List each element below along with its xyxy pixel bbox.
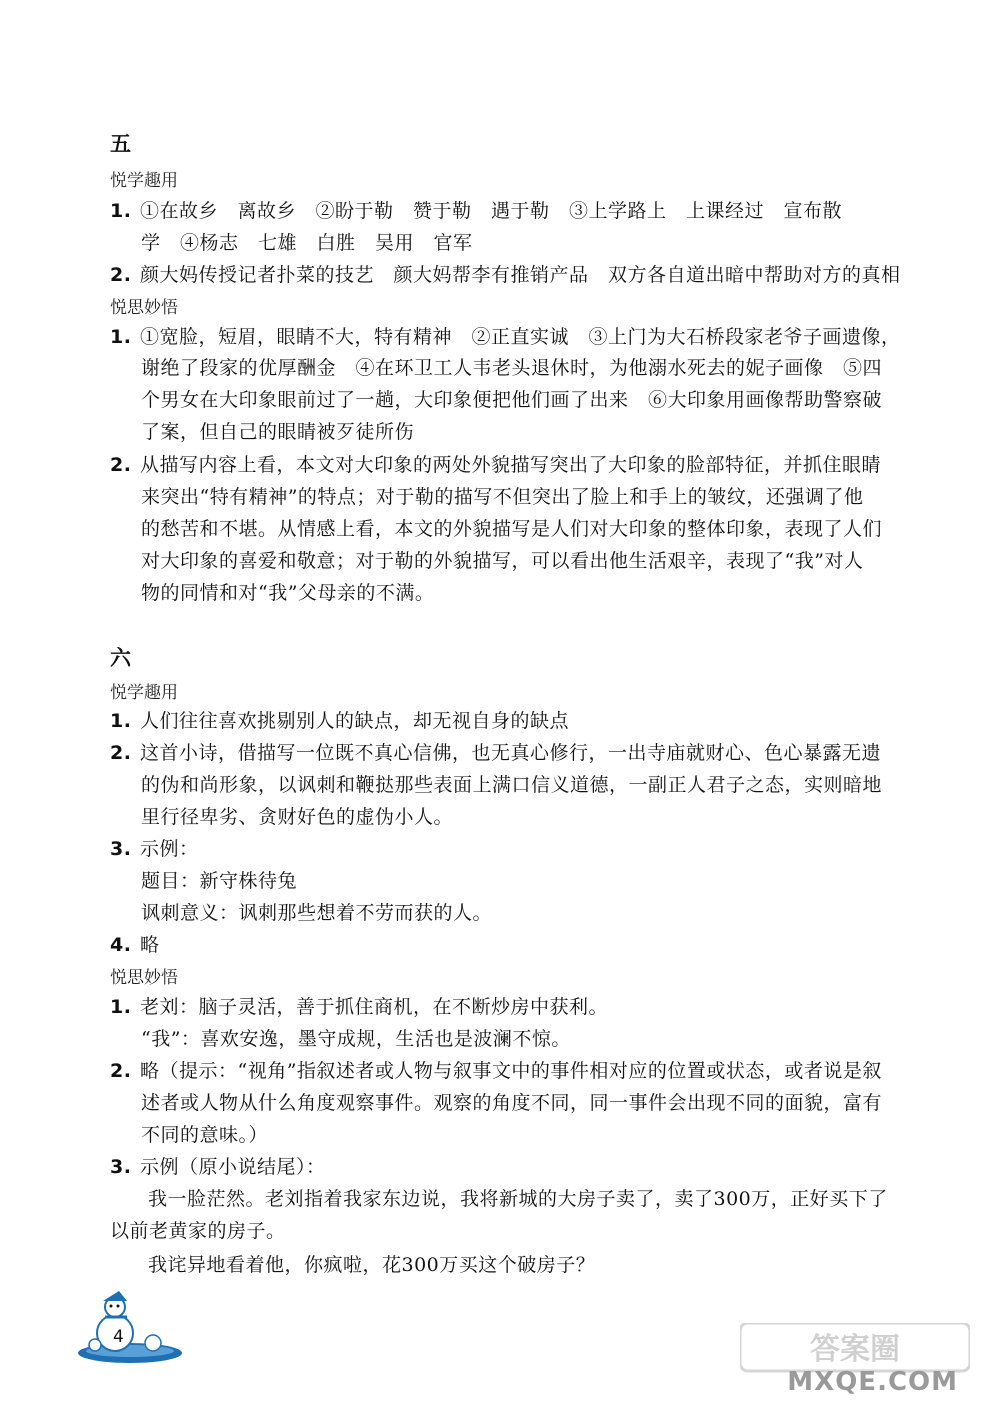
subsection-title: 悦学趣用 <box>110 171 178 191</box>
item-number: 2. <box>110 742 132 764</box>
subsection-title: 悦思妙悟 <box>110 968 178 988</box>
answer-item <box>110 930 160 957</box>
watermark-text: MXQE.COM <box>787 1367 958 1397</box>
item-number: 1. <box>110 710 132 732</box>
subsection-title: 悦思妙悟 <box>110 298 178 318</box>
item-number: 3. <box>110 1156 132 1178</box>
answer-item <box>110 834 199 861</box>
item-number: 1. <box>110 326 132 348</box>
item-number: 2. <box>110 264 132 286</box>
answer-text: 个男女在大印象眼前过了一趟，大印象便把他们画了出来 ⑥大印象用画像帮助警察破 <box>141 389 883 411</box>
answer-text: 对大印象的喜爱和敬意；对于勒的外貌描写，可以看出他生活艰辛，表现了“我”对人 <box>141 550 864 572</box>
answer-text: 学 ④杨志 七雄 白胜 吴用 官军 <box>141 232 473 254</box>
answer-text: 里行径卑劣、贪财好色的虚伪小人。 <box>141 806 454 828</box>
item-number: 1. <box>110 996 132 1018</box>
answer-text: 颜大妈传授记者扑菜的技艺 颜大妈帮李有推销产品 双方各自道出暗中帮助对方的真相 <box>140 264 901 286</box>
answer-item <box>110 706 569 733</box>
item-number: 4. <box>110 934 132 956</box>
answer-text: “我”：喜欢安逸，墨守成规，生活也是波澜不惊。 <box>141 1028 571 1050</box>
snowman-icon <box>75 1285 185 1365</box>
item-number: 1. <box>110 200 132 222</box>
answer-text: ①在故乡 离故乡 ②盼于勒 赞于勒 遇于勒 ③上学路上 上课经过 宣布散 <box>140 200 843 222</box>
item-number: 2. <box>110 1060 132 1082</box>
watermark-cn-text: 答案圈 <box>810 1332 900 1367</box>
answer-text: 略（提示：“视角”指叙述者或人物与叙事文中的事件相对应的位置或状态，或者说是叙 <box>140 1060 882 1082</box>
item-number: 2. <box>110 454 132 476</box>
answer-text: 从描写内容上看，本文对大印象的两处外貌描写突出了大印象的脸部特征，并抓住眼睛 <box>140 454 882 476</box>
item-number: 3. <box>110 838 132 860</box>
section-heading-6: 六 <box>110 646 131 670</box>
answer-text: 以前老黄家的房子。 <box>110 1220 286 1242</box>
answer-text: 这首小诗，借描写一位既不真心信佛，也无真心修行，一出寺庙就财心、色心暴露无遗 <box>140 742 882 764</box>
answer-text: 谢绝了段家的优厚酬金 ④在环卫工人韦老头退休时，为他溺水死去的妮子画像 ⑤四 <box>141 357 883 379</box>
answer-text: 我诧异地看着他，你疯啦，花300万买这个破房子？ <box>148 1254 596 1276</box>
answer-item <box>110 260 901 287</box>
answer-text: 老刘：脑子灵活，善于抓住商机，在不断炒房中获利。 <box>140 996 609 1018</box>
answer-item <box>110 450 881 477</box>
answer-text: 人们往往喜欢挑剔别人的缺点，却无视自身的缺点 <box>140 710 570 732</box>
page-number: 4 <box>113 1327 124 1347</box>
answer-text: 示例： <box>140 838 199 860</box>
answer-item <box>110 1152 326 1179</box>
answer-item <box>110 992 608 1019</box>
answer-text: 讽刺意义：讽刺那些想着不劳而获的人。 <box>141 902 493 924</box>
answer-text: 的伪和尚形象，以讽刺和鞭挞那些表面上满口信义道德，一副正人君子之态，实则暗地 <box>141 774 883 796</box>
answer-item <box>110 1056 882 1083</box>
answer-text: 物的同情和对“我”父母亲的不满。 <box>141 582 435 604</box>
answer-text: 示例（原小说结尾）： <box>140 1156 326 1178</box>
answer-text: 了案，但自己的眼睛被歹徒所伤 <box>141 421 415 443</box>
section-heading-5: 五 <box>110 132 131 156</box>
answer-text: 略 <box>140 934 160 956</box>
subsection-title: 悦学趣用 <box>110 683 178 703</box>
answer-text: 述者或人物从什么角度观察事件。观察的角度不同，同一事件会出现不同的面貌，富有 <box>141 1092 883 1114</box>
answer-text: ①宽脸，短眉，眼睛不大，特有精神 ②正直实诚 ③上门为大石桥段家老爷子画遗像， <box>140 326 901 348</box>
answer-text: 我一脸茫然。老刘指着我家东边说，我将新城的大房子卖了，卖了300万，正好买下了 <box>148 1188 888 1210</box>
answer-text: 来突出“特有精神”的特点；对于勒的描写不但突出了脸上和手上的皱纹，还强调了他 <box>141 486 864 508</box>
answer-text: 的愁苦和不堪。从情感上看，本文的外貌描写是人们对大印象的整体印象，表现了人们 <box>141 518 883 540</box>
answer-text: 不同的意味。） <box>141 1124 269 1146</box>
answer-text: 题目：新守株待兔 <box>141 870 298 892</box>
answer-item <box>110 322 901 349</box>
answer-item <box>110 196 842 223</box>
answer-item <box>110 738 881 765</box>
